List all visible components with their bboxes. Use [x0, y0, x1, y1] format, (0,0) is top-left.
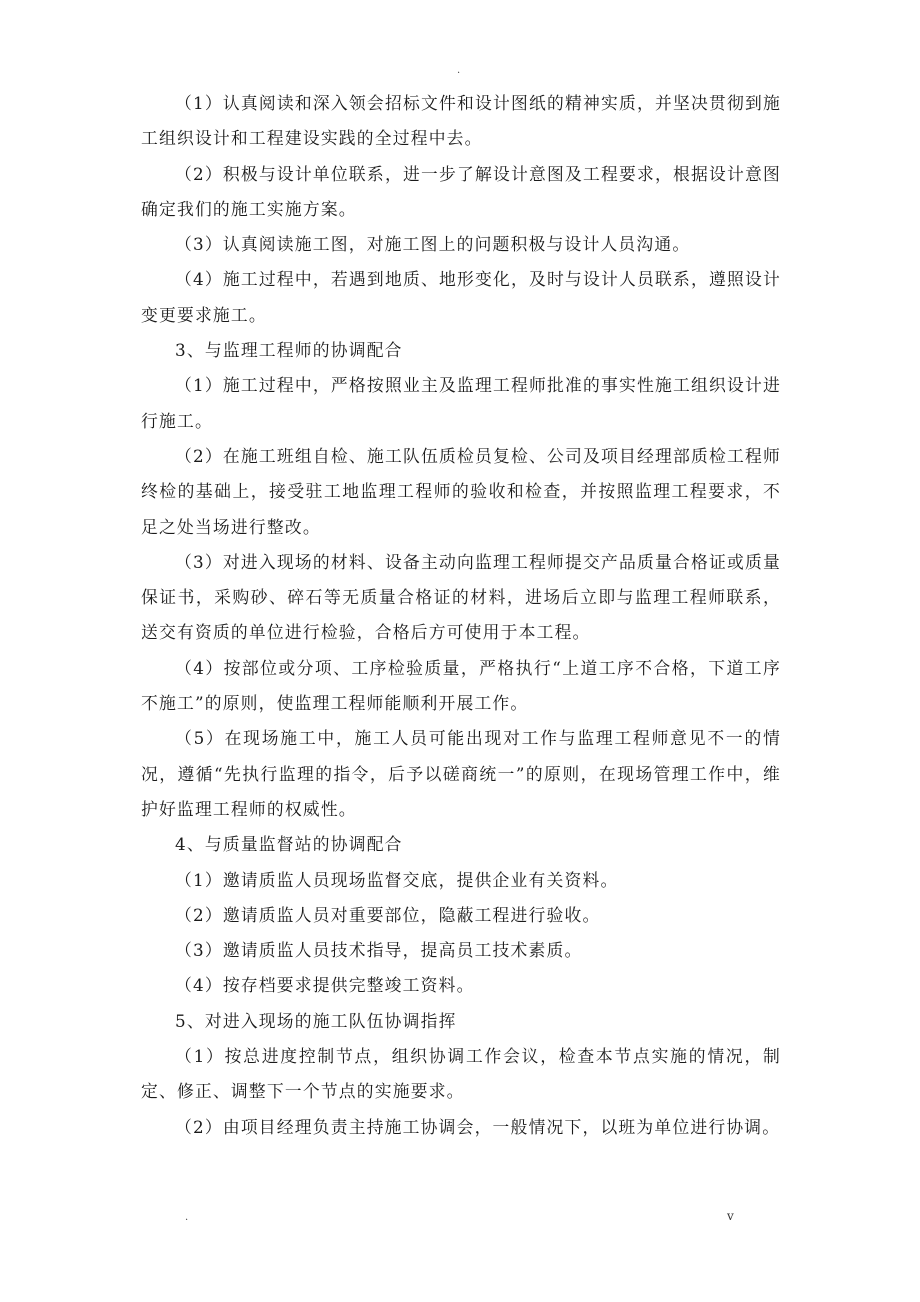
- paragraph-supervisor-4: （4）按部位或分项、工序检验质量，严格执行“上道工序不合格，下道工序不施工”的原则，使监理工程师能顺利开展工作。: [141, 657, 781, 714]
- paragraph-quality-2: （2）邀请质监人员对重要部位，隐蔽工程进行验收。: [175, 904, 601, 925]
- paragraph-quality-4: （4）按存档要求提供完整竣工资料。: [175, 975, 475, 996]
- paragraph-team-1: （1）按总进度控制节点，组织协调工作会议，检查本节点实施的情况，制定、修正、调整下一个节点的实施要求。: [141, 1046, 781, 1102]
- document-body: [141, 86, 781, 1145]
- paragraph-supervisor-5: （5）在现场施工中，施工人员可能出现对工作与监理工程师意见不一的情况，遵循“先执行监理的指令，后予以磋商统一”的原则，在现场管理工作中，维护好监理工程师的权威性。: [141, 728, 781, 819]
- section-heading-team-coordination: 5、对进入现场的施工队伍协调指挥: [175, 1010, 457, 1031]
- paragraph-supervisor-2: （2）在施工班组自检、施工队伍质检员复检、公司及项目经理部质检工程师终检的基础上，接受驻工地监理工程师的验收和检查，并按照监理工程要求，不足之处当场进行整改。: [141, 445, 781, 537]
- paragraph-design-1: （1）认真阅读和深入领会招标文件和设计图纸的精神实质，并坚决贯彻到施工组织设计和工程建设实践的全过程中去。: [141, 93, 781, 149]
- paragraph-design-2: （2）积极与设计单位联系，进一步了解设计意图及工程要求，根据设计意图确定我们的施工实施方案。: [141, 163, 781, 219]
- paragraph-design-4: （4）施工过程中，若遇到地质、地形变化，及时与设计人员联系，遵照设计变更要求施工。: [141, 269, 781, 325]
- paragraph-design-3: （3）认真阅读施工图，对施工图上的问题积极与设计人员沟通。: [175, 234, 691, 255]
- section-heading-quality-station: 4、与质量监督站的协调配合: [175, 834, 403, 855]
- footer-dot-mark: .: [185, 1212, 189, 1223]
- paragraph-supervisor-1: （1）施工过程中，严格按照业主及监理工程师批准的事实性施工组织设计进行施工。: [141, 375, 781, 431]
- paragraph-quality-1: （1）邀请质监人员现场监督交底，提供企业有关资料。: [175, 869, 619, 890]
- section-heading-supervisor: 3、与监理工程师的协调配合: [175, 340, 403, 361]
- header-dot-mark: .: [457, 65, 461, 76]
- footer-v-mark: v: [727, 1209, 734, 1223]
- paragraph-team-2: （2）由项目经理负责主持施工协调会，一般情况下，以班为单位进行协调。: [175, 1116, 781, 1137]
- paragraph-quality-3: （3）邀请质监人员技术指导，提高员工技术素质。: [175, 940, 583, 961]
- paragraph-supervisor-3: （3）对进入现场的材料、设备主动向监理工程师提交产品质量合格证或质量保证书，采购砂、碎石等无质量合格证的材料，进场后立即与监理工程师联系，送交有资质的单位进行检验，合格后方可使用于本工程。: [141, 551, 781, 643]
